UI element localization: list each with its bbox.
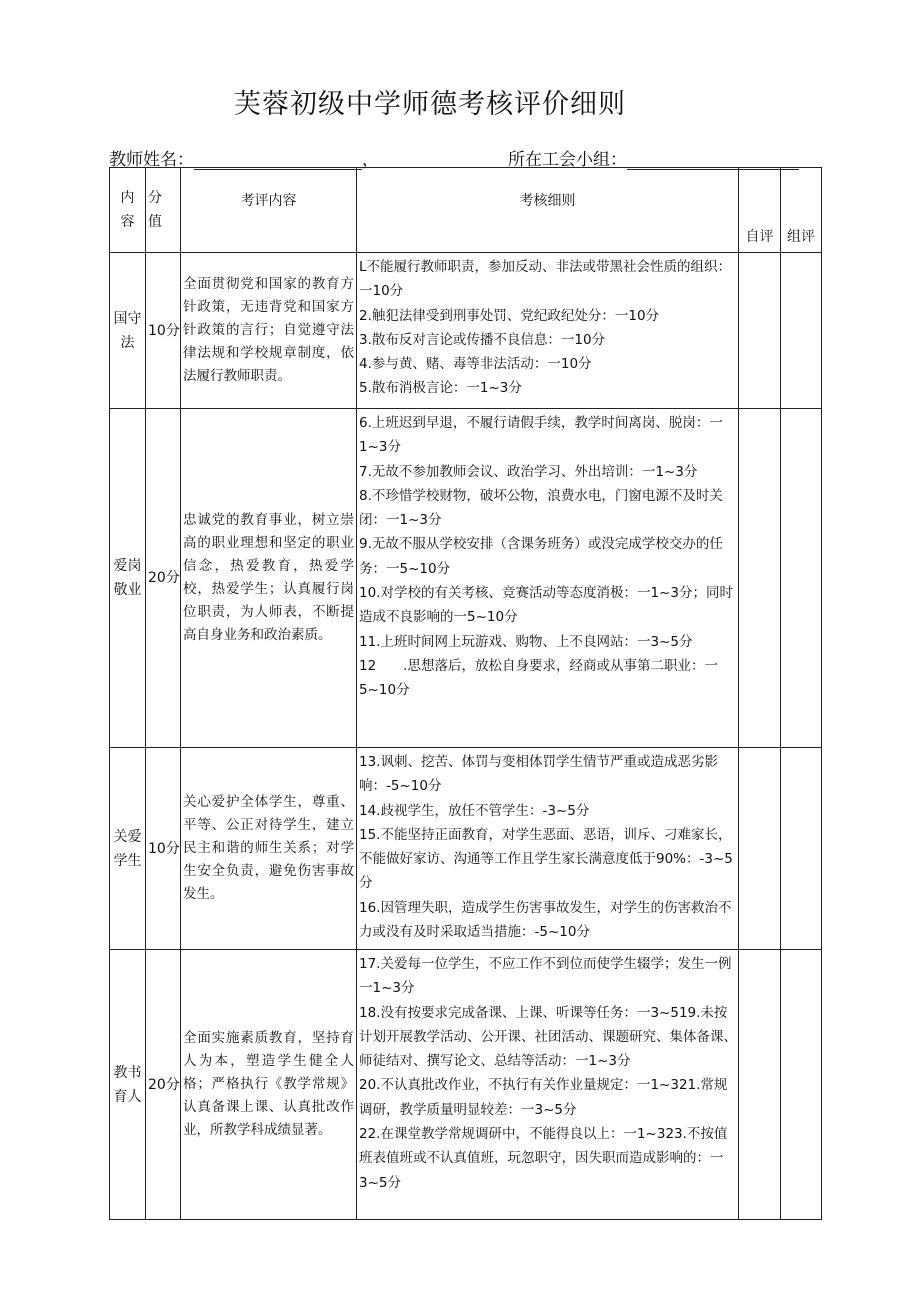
group-score-cell[interactable] xyxy=(781,950,822,1220)
teacher-name-label: 教师姓名： xyxy=(109,150,194,170)
detail-item: 15.不能坚持正面教育，对学生恶面、恶语，训斥、刁难家长，不能做好家访、沟通等工作且学生家长满意度低于90%：-3~5分 xyxy=(359,826,733,892)
self-score-cell[interactable] xyxy=(739,409,781,748)
row-details xyxy=(357,409,739,748)
header-review: 考评内容 xyxy=(181,168,357,253)
self-score-cell[interactable] xyxy=(739,253,781,409)
detail-item: 3.散布反对言论或传播不良信息：一10分 xyxy=(359,331,606,348)
table-row xyxy=(110,748,822,950)
row-score: 10分 xyxy=(146,748,181,950)
row-details xyxy=(357,253,739,409)
row-content: 关心爱护全体学生，尊重、平等、公正对待学生，建立民主和谐的师生关系；对学生安全负责，避免伤害事故发生。 xyxy=(181,748,357,950)
row-content: 忠诚党的教育事业，树立崇高的职业理想和坚定的职业信念，热爱教育，热爱学校，热爱学生；认真履行岗位职责，为人师表，不断提高自身业务和政治素质。 xyxy=(181,409,357,748)
detail-item: 10.对学校的有关考核、竞赛活动等态度消极：一1~3分；同时造成不良影响的一5~10分 xyxy=(359,585,733,626)
header-score-line2: 值 xyxy=(148,214,162,230)
detail-item: 16.因管理失职，造成学生伤害事故发生，对学生的伤害救治不力或没有及时采取适当措施：-5~10分 xyxy=(359,899,732,941)
table-header-row xyxy=(110,168,822,253)
row-content: 全面实施素质教育，坚持育人为本，塑造学生健全人格；严格执行《教学常规》认真备课上课、认真批改作业，所教学科成绩显著。 xyxy=(181,950,357,1220)
group-score-cell[interactable] xyxy=(781,253,822,409)
teacher-name-comma: ， xyxy=(362,150,379,170)
row-name: 爱岗敬业 xyxy=(110,409,146,748)
detail-item: 13.讽刺、挖苦、体罚与变相体罚学生情节严重或造成恶劣影响：-5~10分 xyxy=(359,754,718,795)
detail-item: 14.歧视学生，放任不管学生：-3~5分 xyxy=(359,802,590,819)
group-score-cell[interactable] xyxy=(781,409,822,748)
detail-item: 6.上班迟到早退，不履行请假手续，教学时间离岗、脱岗：一1~3分 xyxy=(359,415,723,456)
row-content: 全面贯彻党和国家的教育方针政策，无违背党和国家方针政策的言行；自觉遵守法律法规和学校规章制度，依法履行教师职责。 xyxy=(181,253,357,409)
table-row xyxy=(110,409,822,748)
header-score-line1: 分 xyxy=(148,190,162,206)
detail-item: 17.关爱每一位学生，不应工作不到位而使学生辍学；发生一例一1~3分 xyxy=(359,956,732,997)
detail-item: 7.无故不参加教师会议、政治学习、外出培训：一1~3分 xyxy=(359,463,698,480)
detail-item: 8.不珍惜学校财物，破坏公物，浪费水电，门窗电源不及时关闭：一1~3分 xyxy=(359,487,723,529)
header-group: 组评 xyxy=(781,168,822,253)
detail-item: 2.触犯法律受到刑事处罚、党纪政纪处分：一10分 xyxy=(359,307,660,324)
header-detail: 考核细则 xyxy=(357,168,739,253)
group-score-cell[interactable] xyxy=(781,748,822,950)
row-score: 20分 xyxy=(146,409,181,748)
header-content xyxy=(110,168,146,253)
row-details xyxy=(357,950,739,1220)
table-row xyxy=(110,253,822,409)
detail-item: 5.散布消极言论：一1~3分 xyxy=(359,380,522,397)
self-score-cell[interactable] xyxy=(739,748,781,950)
header-content-line2: 容 xyxy=(120,214,135,230)
row-name: 教书育人 xyxy=(110,950,146,1220)
group-label: 所在工会小组： xyxy=(508,150,627,170)
row-name: 关爱学生 xyxy=(110,748,146,950)
header-content-line1: 内 xyxy=(120,190,135,206)
row-name: 国守法 xyxy=(110,253,146,409)
detail-item: 20.不认真批改作业，不执行有关作业量规定：一1~321.常规调研，教学质量明显较差：一3~5分 xyxy=(359,1077,728,1118)
detail-item: L不能履行教师职责，参加反动、非法或带黑社会性质的组织：一10分 xyxy=(359,259,732,300)
row-score: 10分 xyxy=(146,253,181,409)
row-details xyxy=(357,748,739,950)
detail-item: 9.无故不服从学校安排（含课务班务）或没完成学校交办的任务：一5~10分 xyxy=(359,536,723,577)
detail-item: 12 .思想落后，放松自身要求，经商或从事第二职业：一5~10分 xyxy=(359,657,718,699)
detail-item: 4.参与黄、赌、毒等非法活动：一10分 xyxy=(359,356,592,373)
self-score-cell[interactable] xyxy=(739,950,781,1220)
header-self: 自评 xyxy=(739,168,781,253)
evaluation-table xyxy=(109,167,822,1220)
detail-item: 18.没有按要求完成备课、上课、听课等任务：一3~519.未按计划开展教学活动、公开课、社团活动、课题研究、集体备课、师徒结对、撰写论文、总结等活动：一1~3分 xyxy=(359,1004,737,1070)
table-row xyxy=(110,950,822,1220)
detail-item: 11.上班时间网上玩游戏、购物、上不良网站：一3~5分 xyxy=(359,633,693,650)
row-score: 20分 xyxy=(146,950,181,1220)
document-title: 芙蓉初级中学师德考核评价细则 xyxy=(234,89,626,120)
detail-item: 22.在课堂教学常规调研中，不能得良以上：一1~323.不按值班表值班或不认真值班，玩忽职守，因失职而造成影响的：一3~5分 xyxy=(359,1126,728,1191)
header-score xyxy=(146,168,181,253)
